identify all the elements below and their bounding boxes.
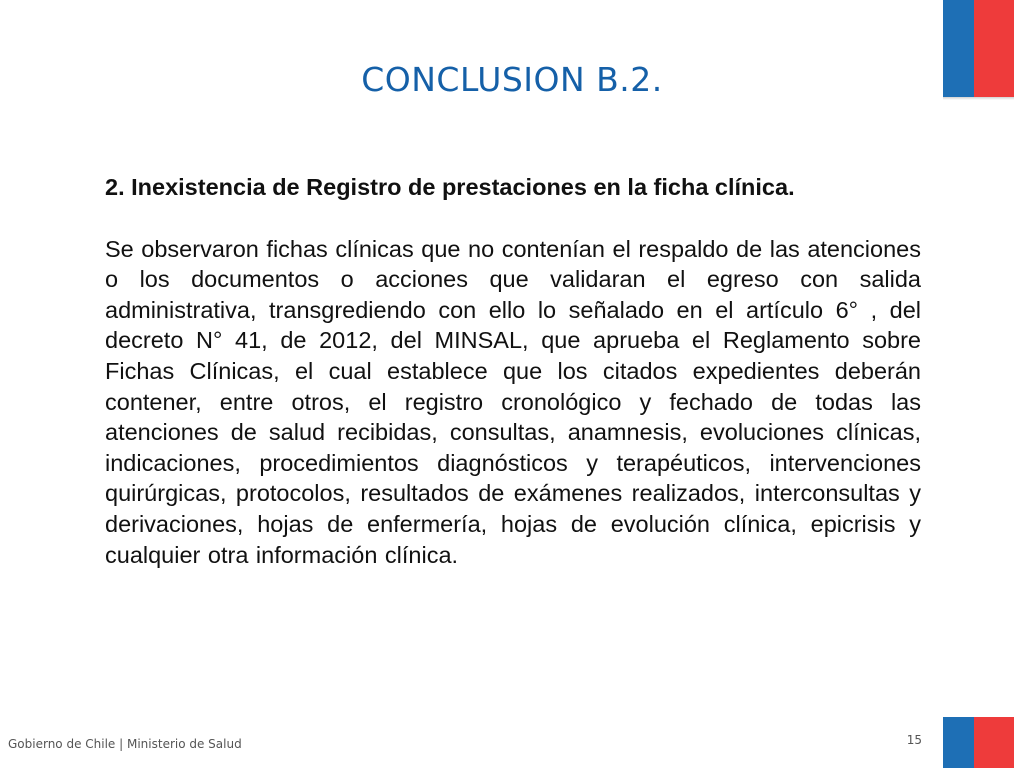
section-heading: 2. Inexistencia de Registro de prestaciones en la ficha clínica. (105, 174, 795, 200)
body-paragraph: Se observaron fichas clínicas que no contenían el respaldo de las atenciones o los documentos o acciones que validaran el egreso con salida administrativa, transgrediendo con ello lo señalado en el artículo 6° , del decreto N° 41, de 2012, del MINSAL, que aprueba el Reglamento sobre Fichas Clínicas, el cual establece que los citados expedientes deberán contener, entre otros, el registro cronológico y fechado de todas las atenciones de salud recibidas, consultas, anamnesis, evoluciones clínicas, indicaciones, procedimientos diagnósticos y terapéuticos, intervenciones quirúrgicas, protocolos, resultados de exámenes realizados, interconsultas y derivaciones, hojas de enfermería, hojas de evolución clínica, epicrisis y cualquier otra información clínica. (105, 235, 921, 568)
flag-red-block (974, 717, 1014, 768)
page-number: 15 (906, 733, 922, 747)
footer-text: Gobierno de Chile | Ministerio de Salud (8, 737, 242, 751)
slide-content (105, 172, 921, 570)
slide-title: CONCLUSION B.2. (361, 60, 663, 99)
flag-blue-block (943, 717, 974, 768)
chile-flag-bottom-bar (943, 717, 1014, 768)
